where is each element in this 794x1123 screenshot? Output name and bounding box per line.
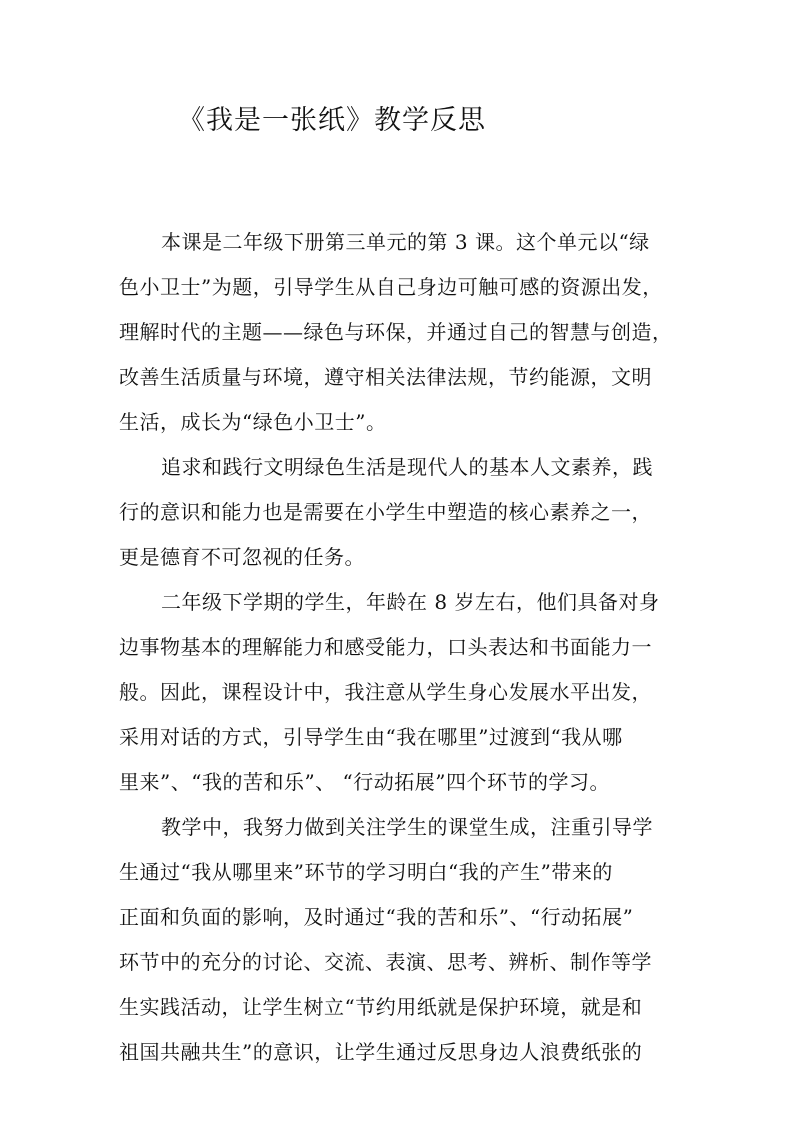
- text-line: 追求和践行文明绿色生活是现代人的基本人文素养，践: [161, 455, 653, 479]
- text-line: 生活，成长为“绿色小卫士”。: [119, 410, 387, 434]
- text-line: 祖国共融共生”的意识，让学生通过反思身边人浪费纸张的: [119, 1040, 643, 1064]
- text-line: 行的意识和能力也是需要在小学生中塑造的核心素养之一，: [119, 500, 652, 524]
- text-line: 边事物基本的理解能力和感受能力，口头表达和书面能力一: [119, 635, 652, 659]
- text-line: 二年级下学期的学生，年龄在 8 岁左右，他们具备对身: [161, 590, 660, 614]
- text-line: 色小卫士”为题，引导学生从自己身边可触可感的资源出发，: [119, 275, 663, 299]
- text-line: 里来”、“我的苦和乐”、 “行动拓展”四个环节的学习。: [119, 770, 610, 794]
- text-line: 正面和负面的影响，及时通过“我的苦和乐”、“行动拓展”: [119, 905, 634, 929]
- text-line: 般。因此，课程设计中，我注意从学生身心发展水平出发，: [119, 680, 652, 704]
- text-line: 本课是二年级下册第三单元的第 3 课。这个单元以“绿: [161, 230, 650, 254]
- paragraph-4: [119, 805, 679, 1075]
- text-line: 教学中，我努力做到关注学生的课堂生成，注重引导学: [161, 815, 653, 839]
- text-line: 理解时代的主题——绿色与环保，并通过自己的智慧与创造，: [119, 320, 673, 344]
- document-body: [119, 220, 679, 1075]
- text-line: 采用对话的方式，引导学生由“我在哪里”过渡到“我从哪: [119, 725, 623, 749]
- paragraph-3: [119, 580, 679, 805]
- text-line: 改善生活质量与环境，遵守相关法律法规，节约能源，文明: [119, 365, 652, 389]
- text-line: 更是德育不可忽视的任务。: [119, 545, 365, 569]
- document-title: 《我是一张纸》教学反思: [178, 105, 486, 136]
- text-line: 生实践活动，让学生树立“节约用纸就是保护环境，就是和: [119, 995, 643, 1019]
- paragraph-1: [119, 220, 679, 445]
- text-line: 环节中的充分的讨论、交流、表演、思考、辨析、制作等学: [119, 950, 652, 974]
- paragraph-2: [119, 445, 679, 580]
- text-line: 生通过“我从哪里来”环节的学习明白“我的产生”带来的: [119, 860, 613, 884]
